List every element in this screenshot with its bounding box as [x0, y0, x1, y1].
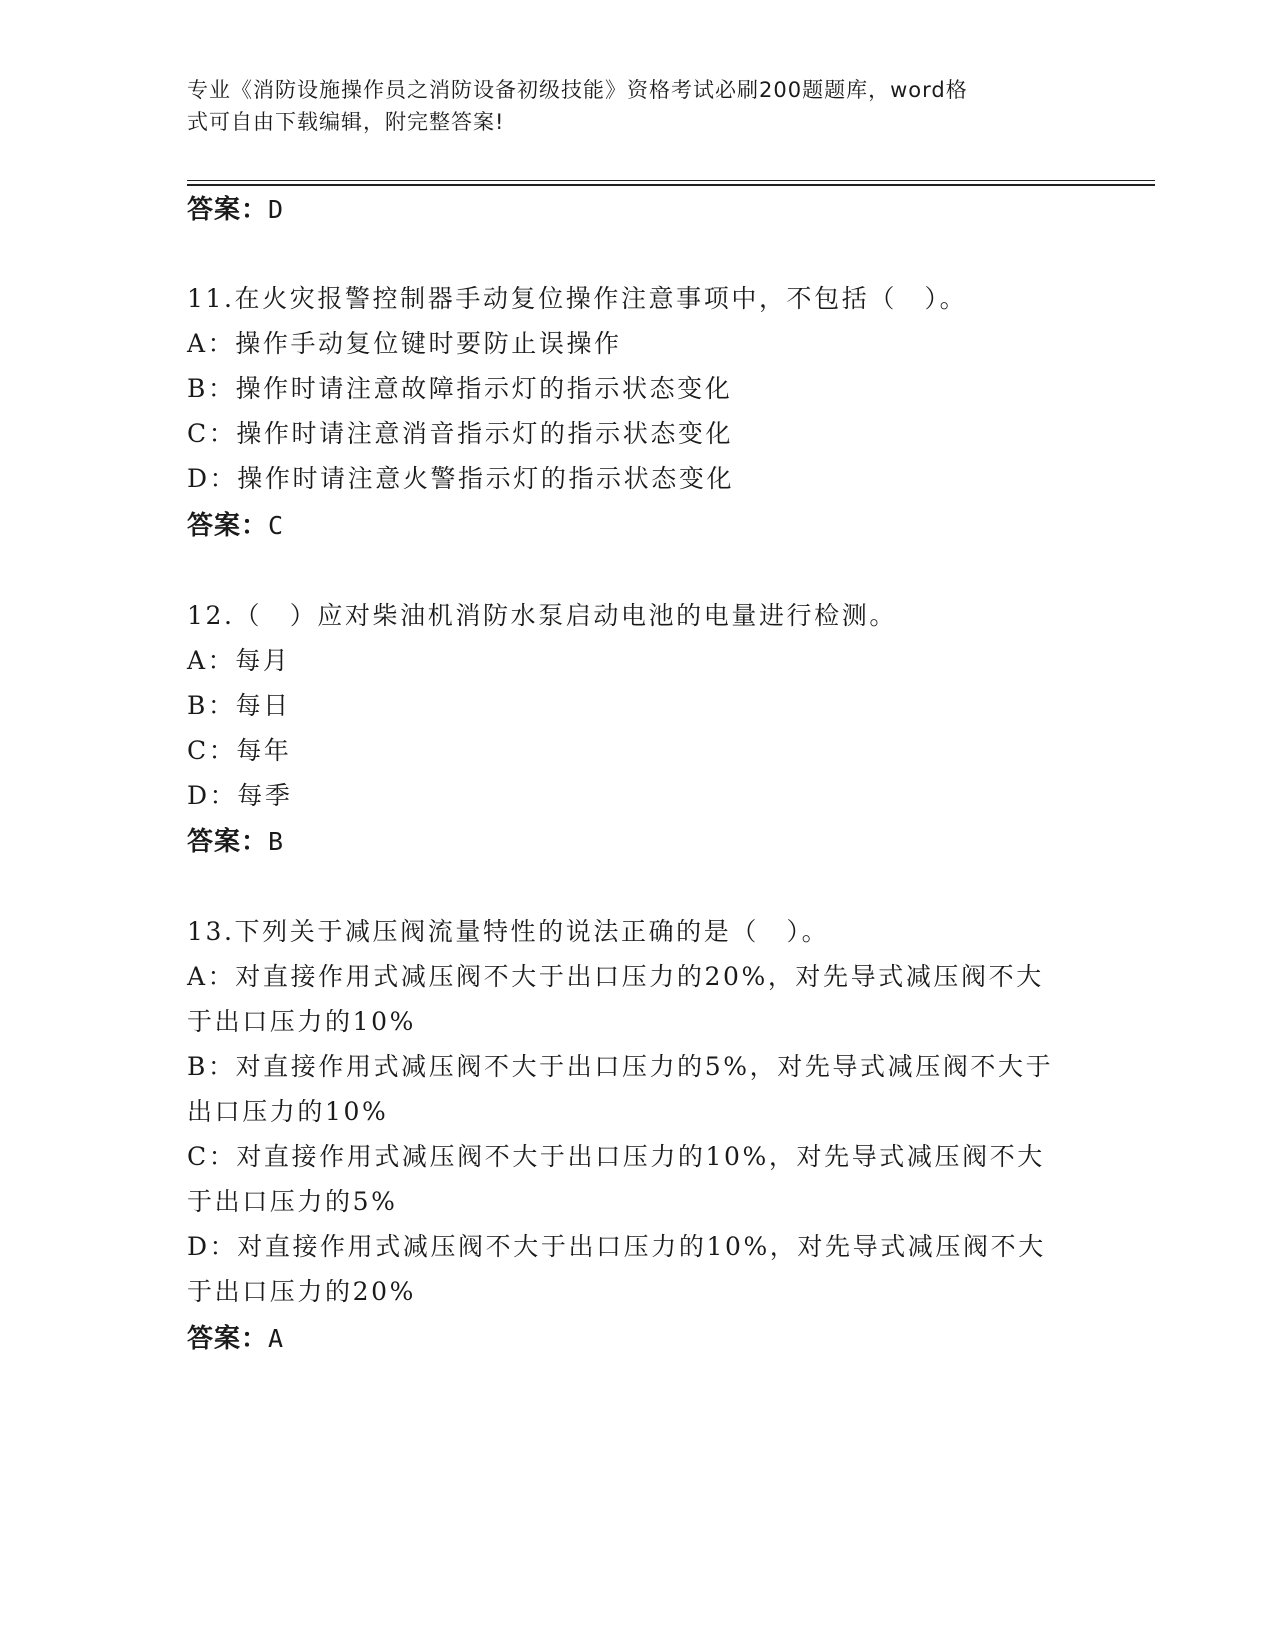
q13-answer — [187, 1323, 284, 1355]
q11-answer — [187, 510, 284, 542]
q12-option-d: D：每季 — [187, 781, 293, 810]
header-line-1: 专业《消防设施操作员之消防设备初级技能》资格考试必刷200题题库，word格 — [187, 78, 968, 102]
q12-stem: 12.（ ）应对柴油机消防水泵启动电池的电量进行检测。 — [187, 601, 897, 630]
answer-value: B — [268, 827, 285, 856]
q13-option-d-line1: D：对直接作用式减压阀不大于出口压力的10%，对先导式减压阀不大 — [187, 1232, 1046, 1261]
q13-option-b-line2: 出口压力的10% — [187, 1097, 389, 1126]
answer-label: 答案： — [187, 1324, 269, 1354]
q11-option-a: A：操作手动复位键时要防止误操作 — [187, 329, 622, 358]
q13-stem: 13.下列关于减压阀流量特性的说法正确的是（ ）。 — [187, 917, 830, 946]
q13-option-d-line2: 于出口压力的20% — [187, 1277, 416, 1306]
q11-stem: 11.在火灾报警控制器手动复位操作注意事项中，不包括（ ）。 — [187, 284, 968, 313]
answer-label: 答案： — [187, 511, 269, 541]
q11-option-d: D：操作时请注意火警指示灯的指示状态变化 — [187, 464, 735, 493]
answer-label: 答案： — [187, 195, 269, 225]
answer-value: C — [268, 511, 285, 540]
q12-option-b: B：每日 — [187, 691, 291, 720]
header-line-2: 式可自由下载编辑，附完整答案! — [187, 110, 505, 134]
q13-option-a-line1: A：对直接作用式减压阀不大于出口压力的20%，对先导式减压阀不大 — [187, 962, 1044, 991]
q13-option-c-line1: C：对直接作用式减压阀不大于出口压力的10%，对先导式减压阀不大 — [187, 1142, 1045, 1171]
answer-label: 答案： — [187, 827, 269, 857]
answer-previous — [187, 194, 284, 226]
q13-option-a-line2: 于出口压力的10% — [187, 1007, 416, 1036]
q11-option-b: B：操作时请注意故障指示灯的指示状态变化 — [187, 374, 733, 403]
answer-value: D — [268, 195, 285, 224]
header-divider-thin — [187, 180, 1155, 181]
document-header — [187, 74, 1067, 138]
q11-option-c: C：操作时请注意消音指示灯的指示状态变化 — [187, 419, 734, 448]
q12-option-c: C：每年 — [187, 736, 292, 765]
header-divider-thick — [187, 184, 1155, 186]
q12-option-a: A：每月 — [187, 646, 291, 675]
answer-value: A — [268, 1324, 285, 1353]
q13-option-b-line1: B：对直接作用式减压阀不大于出口压力的5%，对先导式减压阀不大于 — [187, 1052, 1054, 1081]
q13-option-c-line2: 于出口压力的5% — [187, 1187, 398, 1216]
q12-answer — [187, 826, 284, 858]
